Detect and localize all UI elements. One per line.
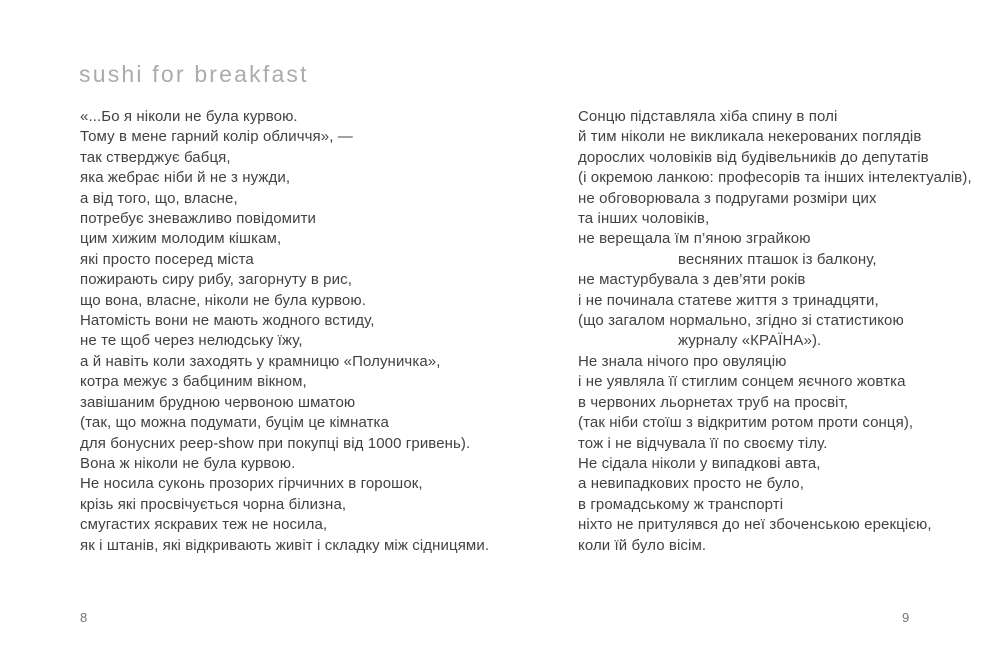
poem-line: журналу «КРАЇНА»). [678,332,822,350]
poem-line: котра межує з бабциним вікном, [80,373,307,391]
poem-line: Вона ж ніколи не була курвою. [80,454,296,472]
poem-line: «...Бо я ніколи не була курвою. [80,108,298,125]
poem-line: цим хижим молодим кішкам, [80,230,282,248]
poem-line: а й навіть коли заходять у крамницю «Полуничка», [80,352,441,370]
poem-line: Натомість вони не мають жодного встиду, [80,312,375,330]
poem-line: (і окремою ланкою: професорів та інших інтелектуалів), [578,169,972,187]
page-number-left: 8 [80,610,88,625]
poem-line: Не носила суконь прозорих гірчичних в горошок, [80,475,423,493]
poem-line: дорослих чоловіків від будівельників до депутатів [578,148,929,166]
poem-line: й тим ніколи не викликала некерованих поглядів [578,128,922,146]
poem-line: (що загалом нормально, згідно зі статистикою [578,312,904,330]
poem-line: а невипадкових просто не було, [578,475,804,493]
poem-column-left [80,107,545,556]
poem-line: (так, що можна подумати, буцім це кімнатка [80,414,389,432]
poem-line: не верещала їм п’яною зграйкою [578,230,811,248]
poem-line: що вона, власне, ніколи не була курвою. [80,291,366,309]
poem-line: Не знала нічого про овуляцію [578,352,787,370]
poem-line: яка жебрає ніби й не з нужди, [80,169,291,187]
poem-column-right [578,107,978,556]
poem-line: не мастурбувала з дев’яти років [578,271,806,289]
poem-line: Сонцю підставляла хіба спину в полі [578,108,838,125]
poem-line: весняних пташок із балкону, [678,250,877,268]
poem-line: завішаним брудною червоною шматою [80,393,356,411]
poem-line: не те щоб через нелюдську їжу, [80,332,303,350]
poem-line: потребує зневажливо повідомити [80,210,317,228]
poem-line: не обговорювала з подругами розміри цих [578,189,877,207]
poem-line: які просто посеред міста [80,250,254,268]
poem-line: та інших чоловіків, [578,210,710,228]
poem-line: в червоних льорнетах труб на просвіт, [578,393,849,411]
poem-line: в громадському ж транспорті [578,495,784,513]
poem-line: коли їй було вісім. [578,536,707,554]
poem-line: а від того, що, власне, [80,189,238,207]
poem-line: як і штанів, які відкривають живіт і складку між сідницями. [80,536,490,554]
poem-line: крізь які просвічується чорна білизна, [80,495,347,513]
poem-line: і не починала статеве життя з тринадцяти, [578,291,879,309]
poem-line: тож і не відчувала її по своєму тілу. [578,434,828,452]
page-title: sushi for breakfast [79,61,309,87]
poem-line: Не сідала ніколи у випадкові авта, [578,454,821,472]
poem-line: Тому в мене гарний колір обличчя», — [80,128,353,146]
poem-line: так стверджує бабця, [80,148,231,166]
poem-line: для бонусних peep-show при покупці від 1000 гривень). [80,434,471,452]
page-number-right: 9 [902,610,910,625]
poem-line: і не уявляла її стиглим сонцем яєчного жовтка [578,373,906,391]
poem-line: смугастих яскравих теж не носила, [80,516,328,534]
poem-line: (так ніби стоїш з відкритим ротом проти сонця), [578,414,914,432]
poem-line: пожирають сиру рибу, загорнуту в рис, [80,271,352,289]
poem-line: ніхто не притулявся до неї збоченською ерекцією, [578,516,932,534]
